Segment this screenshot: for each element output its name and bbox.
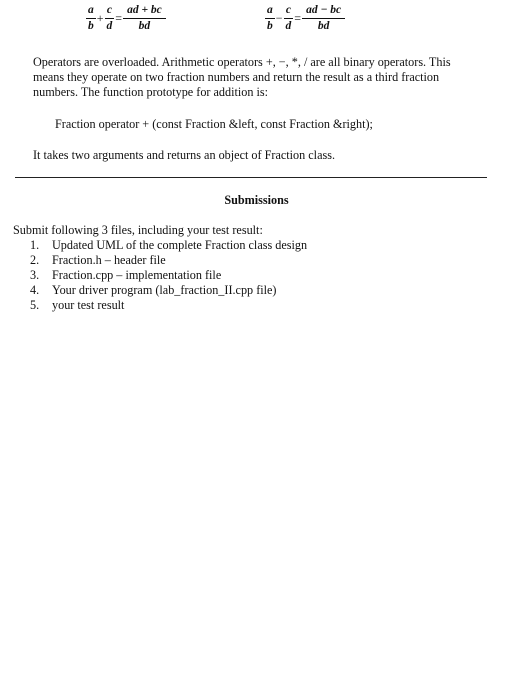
submission-list [30,238,307,313]
list-number: 5. [30,298,40,312]
list-item [30,298,307,313]
denominator: b [267,20,273,32]
fraction-a-over-b [86,4,96,33]
list-text: Fraction.cpp – implementation file [52,268,222,282]
submissions-intro: Submit following 3 files, including your test result: [13,223,263,237]
addition-formula [86,4,166,33]
list-item [30,238,307,253]
fraction-a-over-b [265,4,275,33]
fraction-c-over-d [284,4,294,33]
equals-sign: = [294,11,302,25]
list-text: Fraction.h – header file [52,253,166,267]
fraction-result [302,4,345,33]
list-item [30,283,307,298]
numerator: a [267,4,273,16]
numerator: ad − bc [306,4,342,16]
list-number: 2. [30,253,40,267]
list-text: Your driver program (lab_fraction_II.cpp file) [52,283,277,297]
equals-sign: = [115,11,123,25]
horizontal-divider [15,177,487,178]
denominator: bd [138,20,151,32]
plus-operator: + [96,11,104,25]
function-prototype: Fraction operator + (const Fraction &left, const Fraction &right); [55,117,373,131]
list-item [30,268,307,283]
denominator: bd [317,20,330,32]
denominator: b [88,20,94,32]
subtraction-formula [265,4,345,33]
numerator: a [88,4,94,16]
denominator: d [285,20,292,32]
list-text: Updated UML of the complete Fraction class design [52,238,308,252]
list-number: 3. [30,268,40,282]
numerator: ad + bc [127,4,162,16]
minus-operator: − [275,11,283,25]
operators-paragraph: Operators are overloaded. Arithmetic operators +, −, *, / are all binary operators. This means they operate on two fraction numbers and return the result as a third fraction numbers. The function prototype for addition is: [33,55,451,99]
arguments-paragraph: It takes two arguments and returns an object of Fraction class. [33,148,336,162]
list-text: your test result [52,298,125,312]
list-number: 4. [30,283,40,297]
numerator: c [285,4,291,16]
fraction-result [123,4,166,33]
fraction-c-over-d [105,4,115,33]
list-number: 1. [30,238,40,252]
submissions-heading: Submissions [224,193,289,207]
denominator: d [106,20,113,32]
list-item [30,253,307,268]
numerator: c [106,4,112,16]
